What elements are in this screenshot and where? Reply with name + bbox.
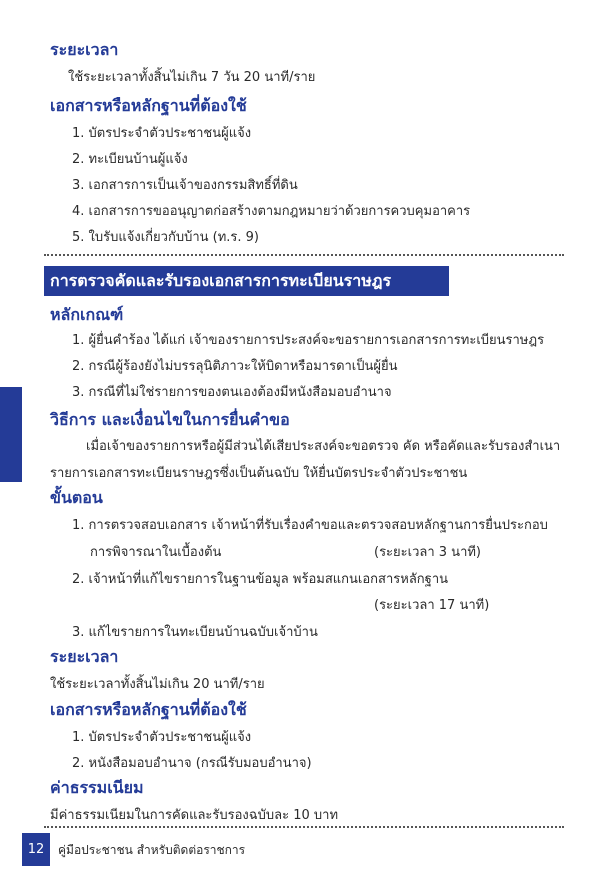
document-item: 3. เอกสารการเป็นเจ้าของกรรมสิทธิ์ที่ดิน <box>72 178 298 193</box>
duration-heading: ระยะเวลา <box>50 40 119 59</box>
document-item: 4. เอกสารการขออนุญาตก่อสร้างตามกฎหมายว่าด้วยการควบคุมอาคาร <box>72 204 471 219</box>
criteria-item: 1. ผู้ยื่นคำร้อง ได้แก่ เจ้าของรายการประสงค์จะขอรายการเอกสารการทะเบียนราษฎร <box>72 333 545 348</box>
section-title-bar: การตรวจคัดและรับรองเอกสารการทะเบียนราษฎร <box>44 266 449 296</box>
dotted-divider <box>44 826 564 828</box>
criteria-item: 3. กรณีที่ไม่ใช่รายการของตนเองต้องมีหนังสือมอบอำนาจ <box>72 385 392 400</box>
documents-heading: เอกสารหรือหลักฐานที่ต้องใช้ <box>50 96 247 115</box>
document-item: 2. หนังสือมอบอำนาจ (กรณีรับมอบอำนาจ) <box>72 756 312 771</box>
side-tab-marker <box>0 387 22 482</box>
step-1-line1: 1. การตรวจสอบเอกสาร เจ้าหน้าที่รับเรื่องคำขอและตรวจสอบหลักฐานการยื่นประกอบ <box>72 518 548 533</box>
documents-heading-2: เอกสารหรือหลักฐานที่ต้องใช้ <box>50 700 247 719</box>
fee-text: มีค่าธรรมเนียมในการคัดและรับรองฉบับละ 10 บาท <box>50 808 339 823</box>
fee-heading: ค่าธรรมเนียม <box>50 778 144 797</box>
criteria-item: 2. กรณีผู้ร้องยังไม่บรรลุนิติภาวะให้บิดาหรือมารดาเป็นผู้ยื่น <box>72 359 398 374</box>
step-2-time: (ระยะเวลา 17 นาที) <box>374 598 490 613</box>
step-1-time: (ระยะเวลา 3 นาที) <box>374 545 482 560</box>
document-item: 1. บัตรประจำตัวประชาชนผู้แจ้ง <box>72 730 252 745</box>
criteria-heading: หลักเกณฑ์ <box>50 305 124 324</box>
footer-title: คู่มือประชาชน สำหรับติดต่อราชการ <box>58 843 246 857</box>
steps-heading: ขั้นตอน <box>50 488 103 507</box>
duration-heading-2: ระยะเวลา <box>50 647 119 666</box>
dotted-divider <box>44 254 564 256</box>
step-3-line1: 3. แก้ไขรายการในทะเบียนบ้านฉบับเจ้าบ้าน <box>72 625 318 640</box>
step-1-line2: การพิจารณาในเบื้องต้น <box>90 545 222 560</box>
document-item: 5. ใบรับแจ้งเกี่ยวกับบ้าน (ท.ร. 9) <box>72 230 260 245</box>
duration-text: ใช้ระยะเวลาทั้งสิ้นไม่เกิน 7 วัน 20 นาที/ราย <box>68 70 316 85</box>
document-item: 1. บัตรประจำตัวประชาชนผู้แจ้ง <box>72 126 252 141</box>
step-2-line1: 2. เจ้าหน้าที่แก้ไขรายการในฐานข้อมูล พร้อมสแกนเอกสารหลักฐาน <box>72 572 449 587</box>
method-heading: วิธีการ และเงื่อนไขในการยื่นคำขอ <box>50 410 290 429</box>
duration-text-2: ใช้ระยะเวลาทั้งสิ้นไม่เกิน 20 นาที/ราย <box>50 677 265 692</box>
document-item: 2. ทะเบียนบ้านผู้แจ้ง <box>72 152 188 167</box>
method-text-line2: รายการเอกสารทะเบียนราษฎรซึ่งเป็นต้นฉบับ ให้ยื่นบัตรประจำตัวประชาชน <box>50 466 468 481</box>
page-number: 12 <box>22 833 50 866</box>
method-text-line1: เมื่อเจ้าของรายการหรือผู้มีส่วนได้เสียประสงค์จะขอตรวจ คัด หรือคัดและรับรองสำเนา <box>86 439 561 454</box>
